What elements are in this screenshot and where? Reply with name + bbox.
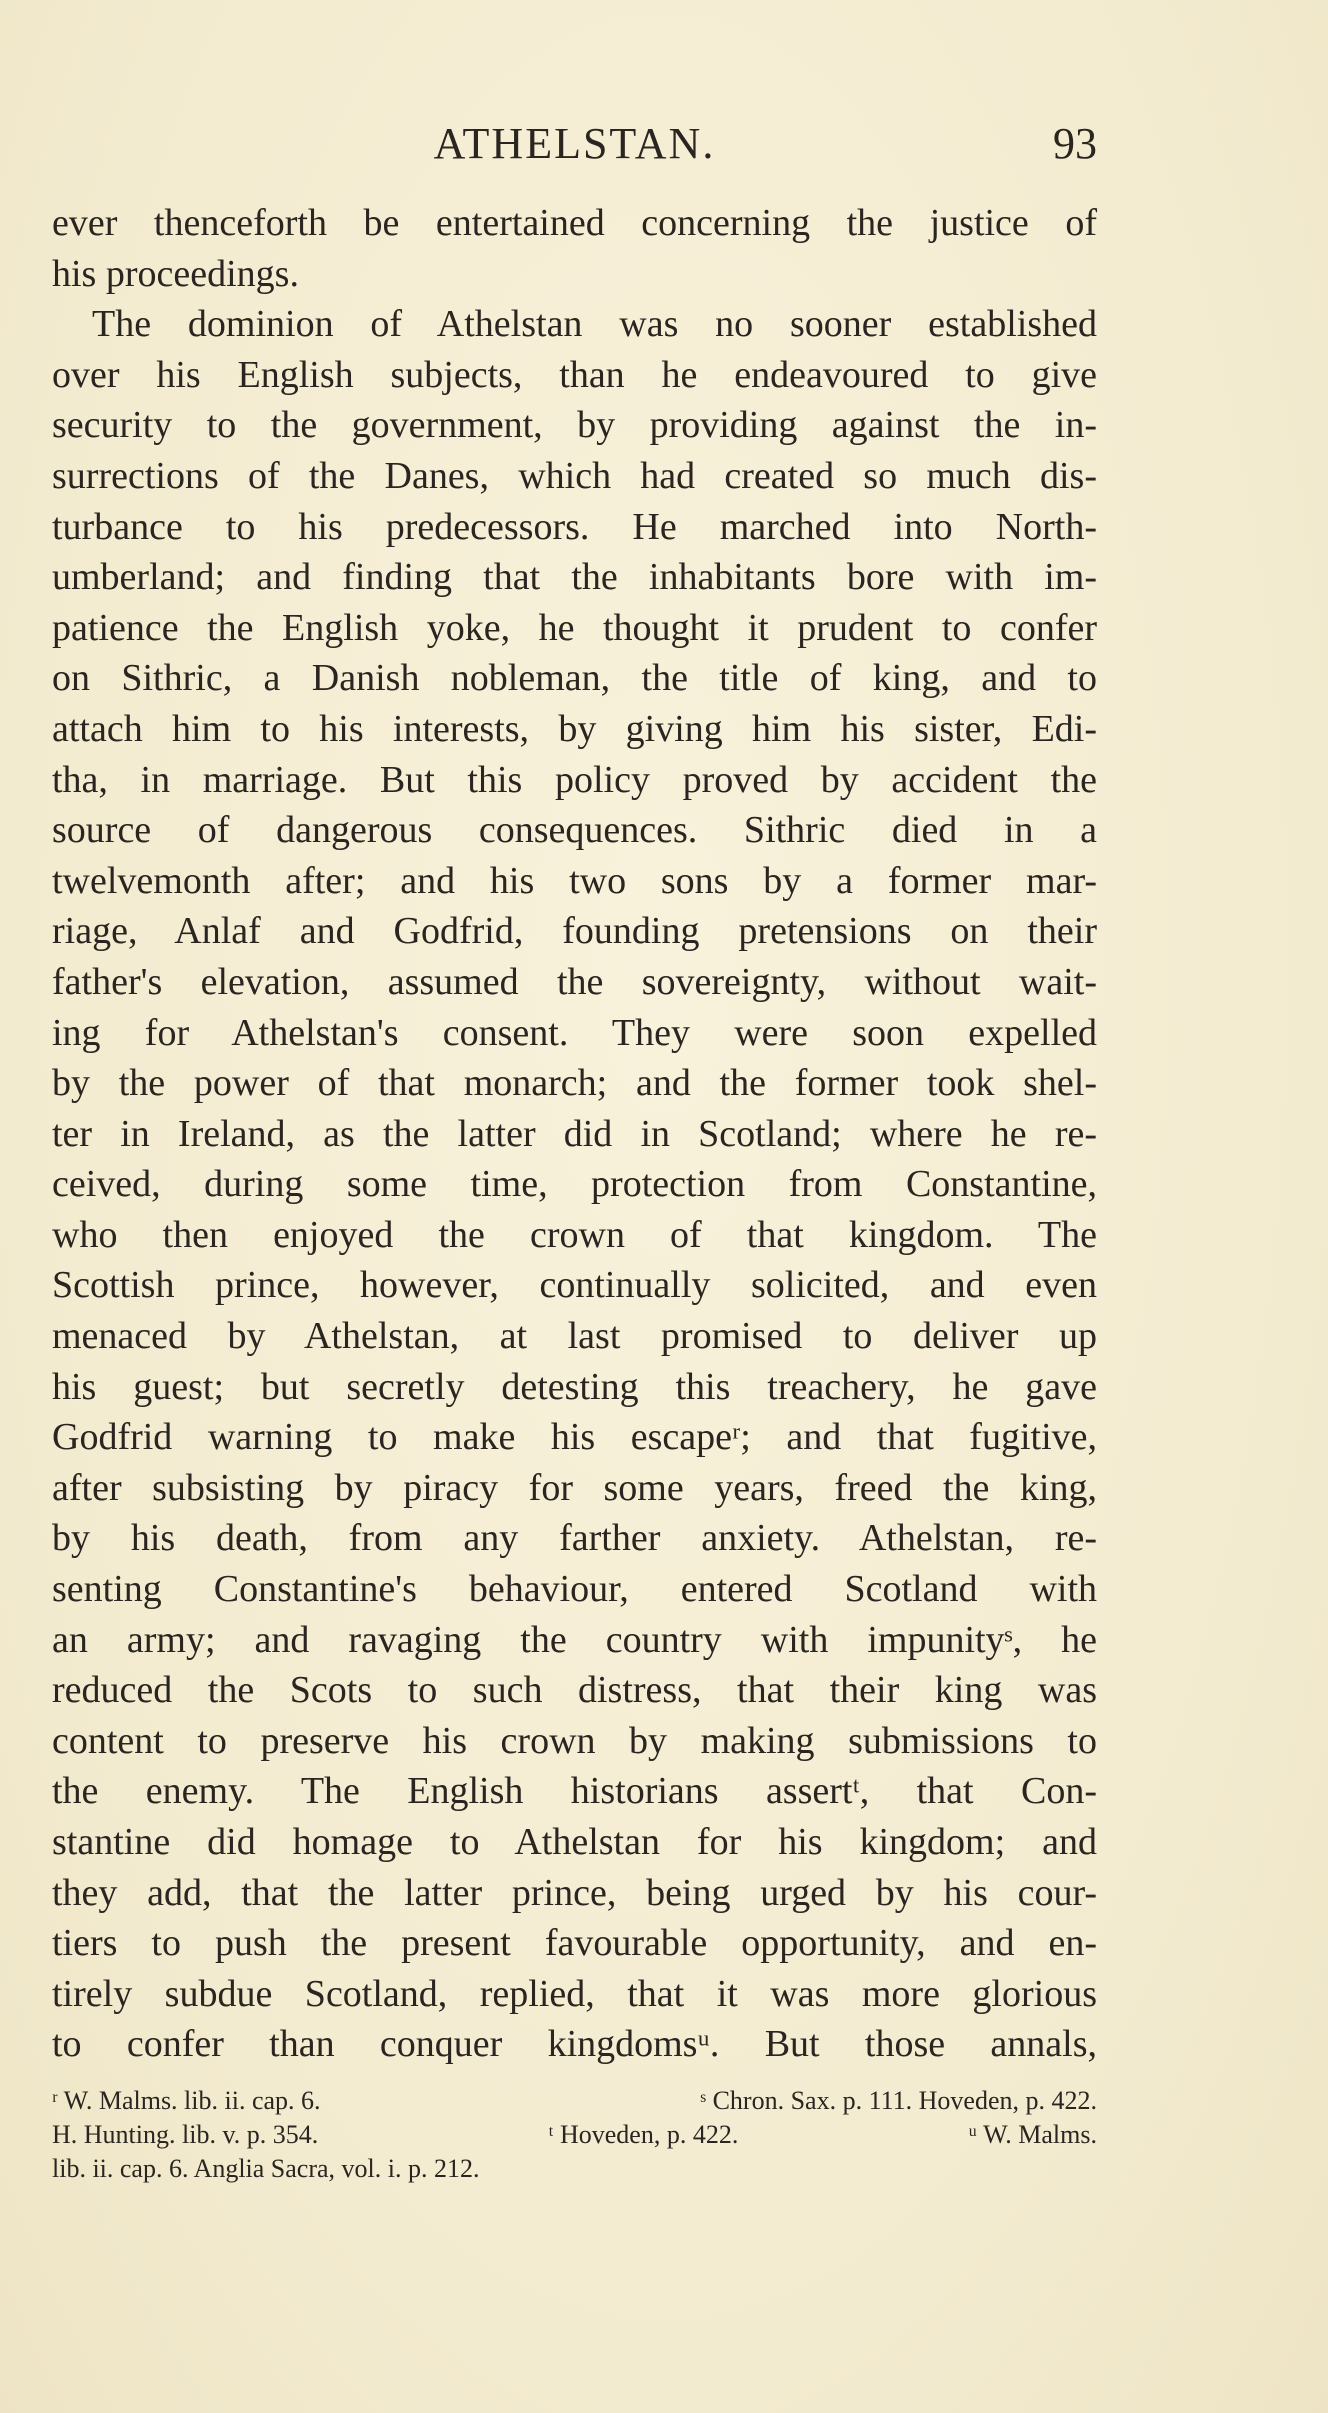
text-line: tha, in marriage. But this policy proved by accident the xyxy=(52,758,1097,801)
text-line: attach him to his interests, by giving him his sister, Edi- xyxy=(52,707,1097,750)
text-line: source of dangerous consequences. Sithric died in a xyxy=(52,809,1097,852)
text-line: twelvemonth after; and his two sons by a former mar- xyxy=(52,859,1097,902)
text-line: on Sithric, a Danish nobleman, the title of king, and to xyxy=(52,657,1097,700)
text-line: his proceedings. xyxy=(52,252,299,295)
text-line: to confer than conquer kingdomsᵘ. But those annals, xyxy=(52,2023,1097,2066)
text-line: senting Constantine's behaviour, entered Scotland with xyxy=(52,1568,1097,1611)
footnote-line xyxy=(52,2084,1097,2118)
text-line: they add, that the latter prince, being urged by his cour- xyxy=(52,1871,1097,1914)
text-line: by his death, from any farther anxiety. Athelstan, re- xyxy=(52,1517,1097,1560)
text-line: ing for Athelstan's consent. They were soon expelled xyxy=(52,1011,1097,1054)
text-line: after subsisting by piracy for some years, freed the king, xyxy=(52,1466,1097,1509)
text-line: security to the government, by providing against the in- xyxy=(52,404,1097,447)
footnote-line xyxy=(52,2118,1097,2152)
text-line: content to preserve his crown by making submissions to xyxy=(52,1719,1097,1762)
text-line: stantine did homage to Athelstan for his kingdom; and xyxy=(52,1821,1097,1863)
text-line: Scottish prince, however, continually solicited, and even xyxy=(52,1264,1097,1307)
text-line: ter in Ireland, as the latter did in Scotland; where he re- xyxy=(52,1112,1097,1155)
page-header xyxy=(52,118,1097,178)
text-line: menaced by Athelstan, at last promised to deliver up xyxy=(52,1315,1097,1358)
text-line: patience the English yoke, he thought it prudent to confer xyxy=(52,606,1097,649)
footnote-t: ᵗ Hoveden, p. 422. xyxy=(548,2120,739,2149)
text-line: ever thenceforth be entertained concerning the justice of xyxy=(52,202,1097,244)
text-line: the enemy. The English historians assertᵗ, that Con- xyxy=(52,1770,1097,1813)
footnote-continued: lib. ii. cap. 6. Anglia Sacra, vol. i. p. 212. xyxy=(52,2154,480,2183)
page-number: 93 xyxy=(1053,119,1097,168)
text-line: an army; and ravaging the country with impunityˢ, he xyxy=(52,1618,1097,1661)
text-line: his guest; but secretly detesting this treachery, he gave xyxy=(52,1365,1097,1408)
text-line: riage, Anlaf and Godfrid, founding pretensions on their xyxy=(52,910,1097,953)
footnotes xyxy=(52,2084,1097,2186)
text-line: by the power of that monarch; and the former took shel- xyxy=(52,1062,1097,1105)
text-line: Godfrid warning to make his escapeʳ; and that fugitive, xyxy=(52,1416,1097,1459)
text-line: surrections of the Danes, which had created so much dis- xyxy=(52,454,1097,497)
text-line: who then enjoyed the crown of that kingdom. The xyxy=(52,1213,1097,1256)
text-line: tiers to push the present favourable opportunity, and en- xyxy=(52,1922,1097,1965)
text-line: The dominion of Athelstan was no sooner established xyxy=(92,303,1097,346)
footnote-continued: H. Hunting. lib. v. p. 354. xyxy=(52,2120,319,2149)
running-title: ATHELSTAN. xyxy=(433,119,716,168)
text-line: reduced the Scots to such distress, that their king was xyxy=(52,1669,1097,1712)
text-line: umberland; and finding that the inhabitants bore with im- xyxy=(52,556,1097,599)
body-text xyxy=(52,198,1097,2070)
footnote-line xyxy=(52,2152,1097,2186)
footnote-u: ᵘ W. Malms. xyxy=(968,2120,1097,2149)
footnote-s: ˢ Chron. Sax. p. 111. Hoveden, p. 422. xyxy=(700,2086,1097,2115)
text-line: turbance to his predecessors. He marched into North- xyxy=(52,505,1097,548)
text-line: over his English subjects, than he endeavoured to give xyxy=(52,353,1097,396)
text-line: tirely subdue Scotland, replied, that it was more glorious xyxy=(52,1972,1097,2015)
text-line: ceived, during some time, protection from Constantine, xyxy=(52,1163,1097,1206)
text-line: father's elevation, assumed the sovereignty, without wait- xyxy=(52,960,1097,1003)
footnote-r: ʳ W. Malms. lib. ii. cap. 6. xyxy=(52,2086,321,2115)
